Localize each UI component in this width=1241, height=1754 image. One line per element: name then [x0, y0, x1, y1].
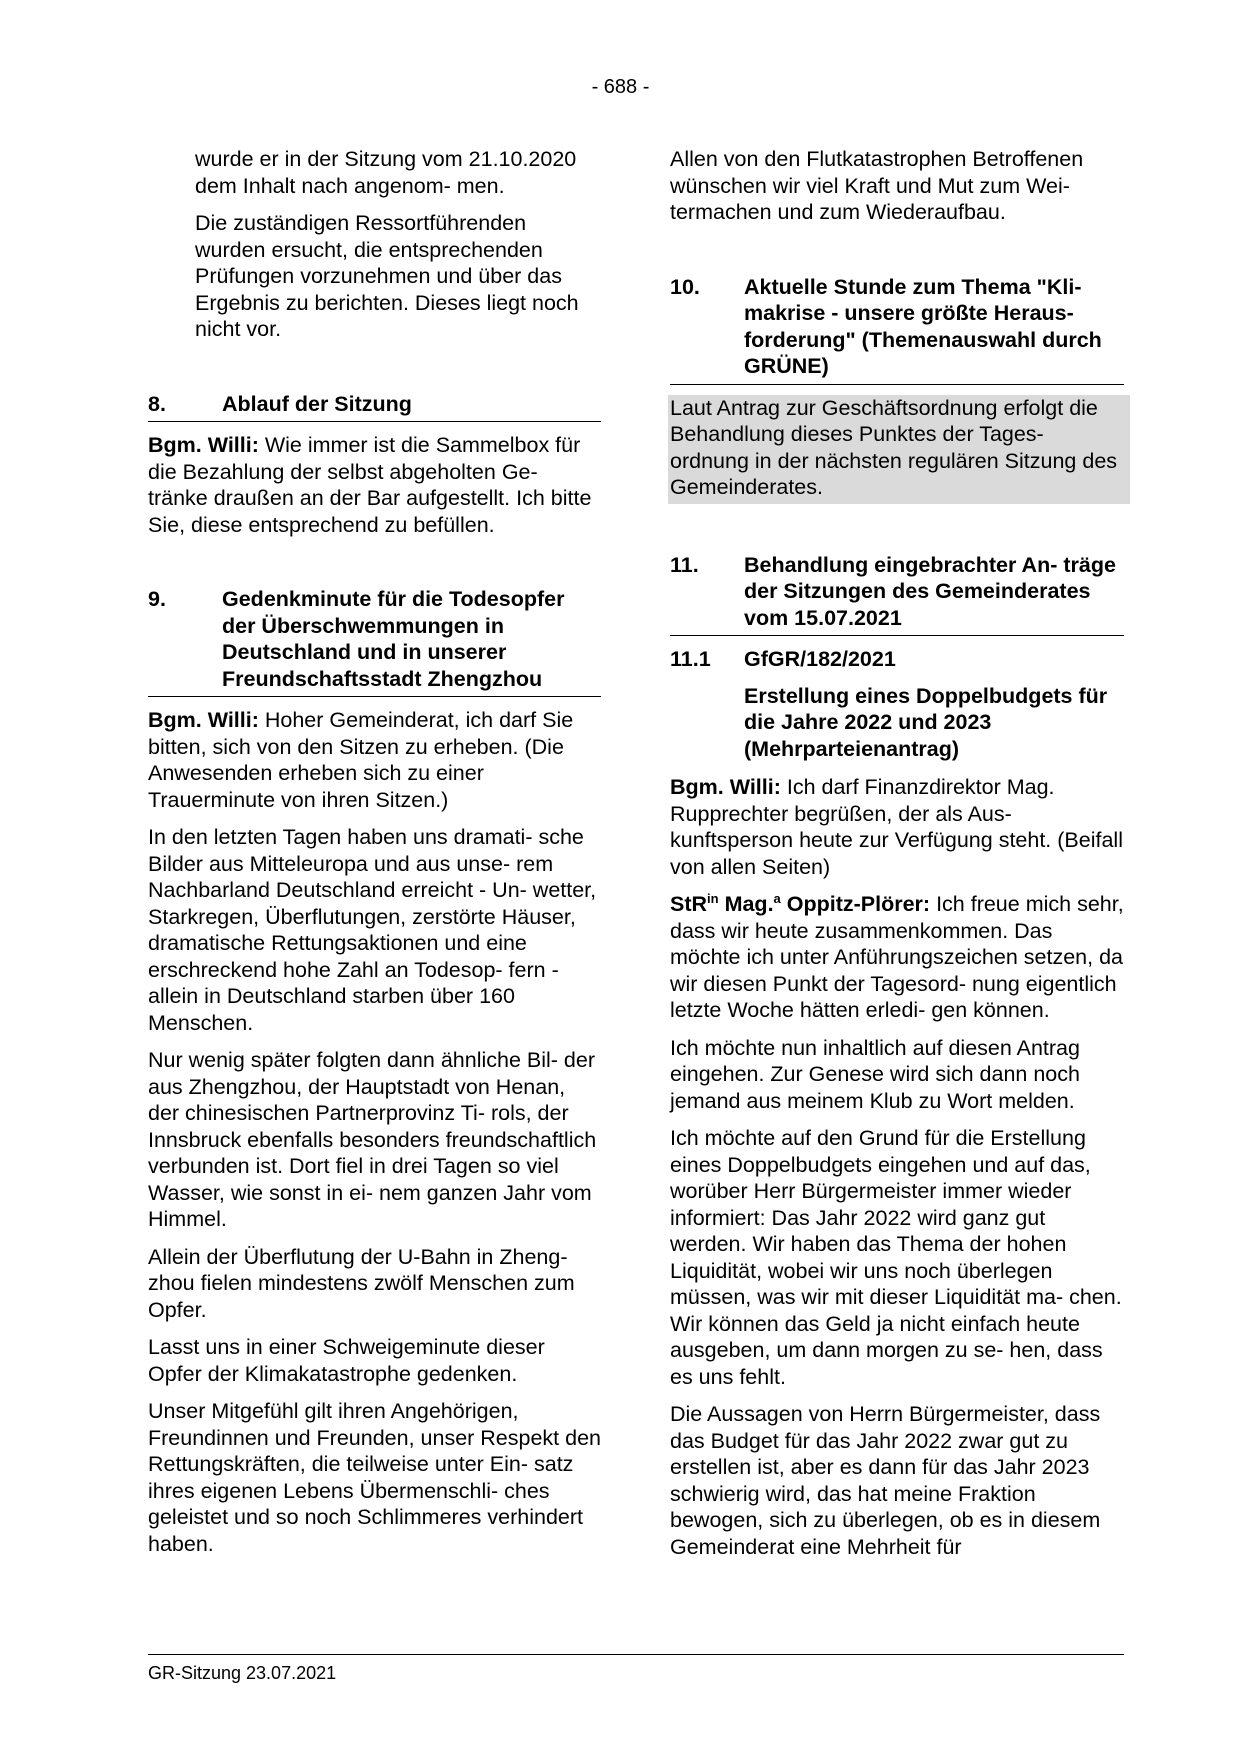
speaker-surname: Oppitz-Plörer:: [780, 892, 931, 916]
section-number: 11.: [670, 552, 699, 577]
speaker-degree-sup: a: [773, 891, 781, 906]
section-title: Aktuelle Stunde zum Thema "Kli- makrise - unsere größte Heraus- forderung" (Themenauswahl durch GRÜNE): [744, 274, 1102, 378]
section-title: Gedenkminute für die Todesopfer der Überschwemmungen in Deutschland und in unserer Freundschaftsstadt Zhengzhou: [222, 587, 565, 691]
section-number: 8.: [148, 391, 166, 416]
section-heading-11-1: [670, 646, 1124, 673]
speaker-degree: Mag.: [718, 892, 774, 916]
section-heading-9: [148, 586, 601, 697]
paragraph: Lasst uns in einer Schweigeminute dieser Opfer der Klimakatastrophe gedenken.: [148, 1335, 545, 1386]
section-number: 9.: [148, 587, 166, 611]
speech-paragraph: [670, 891, 1124, 1024]
speaker-name: Bgm. Willi:: [670, 775, 781, 799]
left-column: [148, 146, 601, 1568]
speech-text: Ich freue mich sehr, dass wir heute zusammenkommen. Das möchte ich unter Anführungszeichen setzen, da wir diesen Punkt der Tagesord- nung eigentlich letzte Woche hätten erledi- gen können.: [670, 892, 1124, 1022]
paragraph: In den letzten Tagen haben uns dramati- sche Bilder aus Mitteleuropa und aus unse- rem Nachbarland Deutschland erreicht - Un- wetter, Starkregen, Überflutungen, zerstörte Häuser, dramatische Rettungsaktionen und eine erschreckend hohe Zahl an Todesop- fern - allein in Deutschland starben über 160 Menschen.: [148, 825, 597, 1035]
shaded-note-box: Laut Antrag zur Geschäftsordnung erfolgt die Behandlung dieses Punktes der Tages- ordnung in der nächsten regulären Sitzung des Gemeinderates.: [668, 395, 1130, 504]
paragraph: Allein der Überflutung der U-Bahn in Zheng- zhou fielen mindestens zwölf Menschen zum Opfer.: [148, 1244, 575, 1322]
section-heading-11: [670, 552, 1124, 637]
speech-text: Ich darf Finanzdirektor Mag. Rupprechter begrüßen, der als Aus- kunftsperson heute zur Verfügung steht. (Beifall von allen Seiten): [670, 775, 1123, 879]
speaker-name: Bgm. Willi:: [148, 708, 259, 732]
right-column: [670, 146, 1124, 1571]
section-number: 10.: [670, 274, 700, 299]
section-title: GfGR/182/2021: [744, 647, 896, 671]
speaker-name: [670, 892, 930, 916]
paragraph: Allen von den Flutkatastrophen Betroffenen wünschen wir viel Kraft und Mut zum Wei- termachen und zum Wiederaufbau.: [670, 147, 1084, 224]
paragraph: wurde er in der Sitzung vom 21.10.2020 dem Inhalt nach angenom- men.: [195, 147, 577, 198]
speech-text: Hoher Gemeinderat, ich darf Sie bitten, sich von den Sitzen zu erheben. (Die Anwesenden erheben sich zu einer Trauerminute von ihren Sitzen.): [148, 708, 574, 812]
speech-paragraph: [148, 432, 601, 538]
speech-paragraph: [670, 774, 1124, 880]
speaker-name: Bgm. Willi:: [148, 433, 259, 457]
speech-paragraph: [148, 707, 601, 813]
section-number: 11.1: [670, 647, 711, 671]
paragraph: Nur wenig später folgten dann ähnliche Bil- der aus Zhengzhou, der Hauptstadt von Henan, der chinesischen Partnerprovinz Ti- rols, der Innsbruck ebenfalls besonders freundschaftlich verbunden ist. Dort fiel in drei Tagen so viel Wasser, wie sonst in ei- nem ganzen Jahr vom Himmel.: [148, 1048, 597, 1231]
paragraph: Unser Mitgefühl gilt ihren Angehörigen, Freundinnen und Freunden, unser Respekt den Rettungskräften, die teilweise unter Ein- satz ihres eigenen Lebens Übermenschli- ches geleistet und so noch Schlimmeres verhindert haben.: [148, 1399, 602, 1556]
footer-divider: [148, 1654, 1124, 1655]
speaker-title-sup: in: [707, 891, 719, 906]
speaker-title: StR: [670, 892, 708, 916]
section-title: Ablauf der Sitzung: [222, 391, 412, 416]
section-title: Behandlung eingebrachter An- träge der Sitzungen des Gemeinderates vom 15.07.2021: [744, 552, 1116, 630]
paragraph: Die zuständigen Ressortführenden wurden ersucht, die entsprechenden Prüfungen vorzunehmen und über das Ergebnis zu berichten. Dieses liegt noch nicht vor.: [195, 211, 579, 341]
page-number: - 688 -: [591, 76, 650, 98]
paragraph: Die Aussagen von Herrn Bürgermeister, dass das Budget für das Jahr 2022 zwar gut zu erstellen ist, aber es dann für das Jahr 2023 schwierig wird, das hat meine Fraktion bewogen, sich zu überlegen, ob es in diesem Gemeinderat eine Mehrheit für: [670, 1402, 1101, 1559]
motion-subtitle: Erstellung eines Doppelbudgets für die Jahre 2022 und 2023 (Mehrparteienantrag): [744, 683, 1108, 761]
footer-text: GR-Sitzung 23.07.2021: [148, 1663, 337, 1683]
paragraph: Ich möchte nun inhaltlich auf diesen Antrag eingehen. Zur Genese wird sich dann noch jemand aus meinem Klub zu Wort melden.: [670, 1035, 1080, 1113]
paragraph: Ich möchte auf den Grund für die Erstellung eines Doppelbudgets eingehen und auf das, worüber Herr Bürgermeister immer wieder informiert: Das Jahr 2022 wird ganz gut werden. Wir haben das Thema der hohen Liquidität, wobei wir uns noch überlegen müssen, was wir mit dieser Liquidität ma- chen. Wir können das Geld ja nicht einfach heute ausgeben, um dann morgen zu se- hen, dass es uns fehlt.: [670, 1126, 1122, 1389]
speech-text: Wie immer ist die Sammelbox für die Bezahlung der selbst abgeholten Ge- tränke draußen an der Bar aufgestellt. Ich bitte Sie, diese entsprechend zu befüllen.: [148, 433, 592, 537]
section-heading-10: [670, 274, 1124, 385]
section-heading-8: [148, 391, 601, 423]
